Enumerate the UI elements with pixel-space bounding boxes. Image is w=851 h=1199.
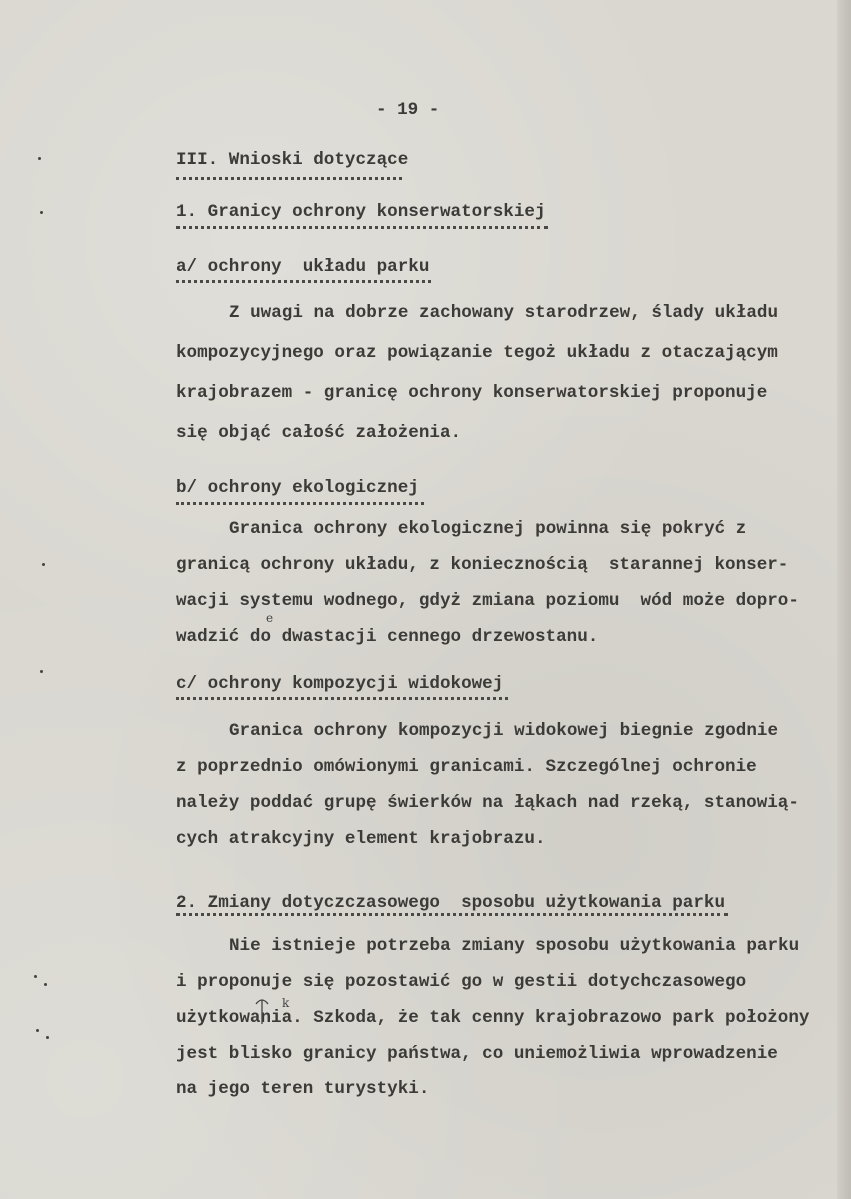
- handwritten-correction: k: [282, 996, 290, 1010]
- subsection-c-title: c/ ochrony kompozycji widokowej: [176, 674, 504, 694]
- subsection-c-underline: [176, 697, 508, 703]
- page-number: - 19 -: [376, 100, 440, 120]
- subsection-b-title: b/ ochrony ekologicznej: [176, 478, 419, 498]
- margin-dot: [38, 157, 41, 160]
- paragraph-line: wadzić do dwastacji cennego drzewostanu.: [176, 627, 599, 647]
- section-heading: III. Wnioski dotyczące: [176, 150, 409, 170]
- margin-dot: [42, 563, 45, 566]
- paragraph-line: kompozycyjnego oraz powiązanie tegoż układu z otaczającym: [176, 343, 778, 363]
- paragraph-line: cych atrakcyjny element krajobrazu.: [176, 829, 546, 849]
- paragraph-line: granicą ochrony układu, z koniecznością starannej konser-: [176, 555, 789, 575]
- margin-dot: [34, 975, 37, 978]
- paragraph-line: się objąć całość założenia.: [176, 423, 462, 443]
- paragraph-line: z poprzednio omówionymi granicami. Szczególnej ochronie: [176, 757, 757, 777]
- subsection-b-underline: [176, 502, 424, 508]
- handwritten-correction: e: [266, 611, 274, 625]
- paragraph-line: i proponuje się pozostawić go w gestii dotychczasowego: [176, 972, 747, 992]
- paragraph-line: krajobrazem - granicę ochrony konserwatorskiej proponuje: [176, 383, 768, 403]
- margin-dot: [46, 1036, 49, 1039]
- paragraph-line: Granica ochrony ekologicznej powinna się pokryć z: [229, 519, 747, 539]
- subsection-a-title: a/ ochrony układu parku: [176, 257, 430, 277]
- subsection-a-underline: [176, 280, 431, 286]
- paragraph-line: Granica ochrony kompozycji widokowej biegnie zgodnie: [229, 721, 779, 741]
- paragraph-line: na jego teren turystyki.: [176, 1079, 430, 1099]
- margin-dot: [44, 983, 47, 986]
- paragraph-line: Z uwagi na dobrze zachowany starodrzew, ślady układu: [229, 303, 779, 323]
- margin-dot: [40, 670, 43, 673]
- section-1-title: 1. Granicy ochrony konserwatorskiej: [176, 202, 546, 222]
- margin-dot: [40, 211, 43, 214]
- section-2-title: 2. Zmiany dotyczczasowego sposobu użytkowania parku: [176, 893, 726, 913]
- handwritten-insertion-mark-icon: [254, 996, 270, 1026]
- paragraph-line: należy poddać grupę świerków na łąkach nad rzeką, stanowią-: [176, 793, 799, 813]
- margin-dot: [36, 1029, 39, 1032]
- paragraph-line: wacji systemu wodnego, gdyż zmiana poziomu wód może dopro-: [176, 591, 799, 611]
- paragraph-line: jest blisko granicy państwa, co uniemożliwia wprowadzenie: [176, 1044, 778, 1064]
- paragraph-line: użytkowania. Szkoda, że tak cenny krajobrazowo park położony: [176, 1008, 810, 1028]
- heading-underline: [176, 177, 402, 183]
- paragraph-line: Nie istnieje potrzeba zmiany sposobu użytkowania parku: [229, 936, 800, 956]
- section-1-underline: [176, 226, 548, 232]
- section-2-underline: [176, 913, 728, 919]
- page-edge-shadow: [837, 0, 851, 1199]
